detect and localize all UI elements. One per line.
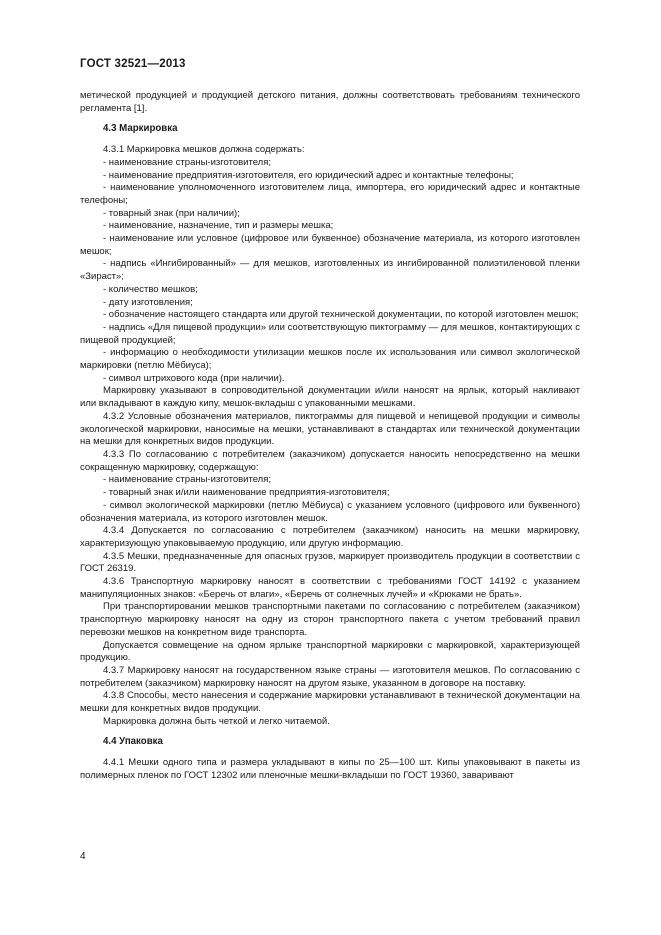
paragraph: Маркировка должна быть четкой и легко читаемой.	[103, 715, 330, 727]
document-body	[80, 90, 580, 783]
section-heading: 4.3 Маркировка	[103, 123, 178, 135]
paragraph: - символ экологической маркировки (петлю Мёбиуса) с указанием условного (цифрового или буквенного) обозначения материала, из которого изготовлен мешок.	[80, 499, 580, 524]
paragraph: - наименование, назначение, тип и размеры мешка;	[103, 220, 334, 232]
paragraph: При транспортировании мешков транспортными пакетами по согласованию с потребителем (заказчиком) транспортную маркировку наносят на одну из сторон транспортного пакета с учетом требований правил перевозки мешков на конкретном виде транспорта.	[80, 601, 580, 638]
paragraph: - наименование страны-изготовителя;	[103, 156, 272, 168]
paragraph: 4.3.4 Допускается по согласованию с потребителем (заказчиком) наносить на мешки маркировку, характеризующую упаковываемую продукцию, или другую информацию.	[80, 525, 580, 549]
paragraph: Допускается совмещение на одном ярлыке транспортной маркировки с маркировкой, характеризующей продукцию.	[80, 639, 580, 664]
paragraph: 4.3.8 Способы, место нанесения и содержание маркировки устанавливают в технической документации на мешки для конкретных видов продукции.	[80, 690, 580, 715]
paragraph: - надпись «Ингибированный» — для мешков, изготовленных из ингибированной полиэтиленовой пленки «Зираст»;	[80, 258, 580, 283]
paragraph: - наименование или условное (цифровое или буквенное) обозначение материала, из которого изготовлен мешок;	[80, 233, 580, 257]
paragraph: Маркировку указывают в сопроводительной документации и/или наносят на ярлык, который накливают или вкладывают в каждую кипу, мешок-вкладыш с упакованными мешками.	[80, 385, 580, 410]
paragraph: 4.3.3 По согласованию с потребителем (заказчиком) допускается наносить непосредственно на мешки сокращенную маркировку, содержащую:	[80, 448, 580, 473]
document-code-header: ГОСТ 32521—2013	[80, 58, 186, 70]
paragraph: 4.3.7 Маркировку наносят на государственном языке страны — изготовителя мешков. По согласованию с потребителем (заказчиком) маркировку наносят на другом языке, указанном в договоре на поставку.	[80, 664, 580, 689]
paragraph: метической продукцией и продукцией детского питания, должны соответствовать требованиям технического регламента [1].	[80, 90, 580, 114]
paragraph: - наименование страны-изготовителя;	[103, 474, 272, 486]
paragraph: - обозначение настоящего стандарта или другой технической документации, по которой изготовлен мешок;	[103, 309, 579, 321]
paragraph: - информацию о необходимости утилизации мешков после их использования или символ экологической маркировки (петлю Мёбиуса);	[80, 347, 580, 372]
page-number: 4	[80, 851, 86, 862]
paragraph: 4.3.1 Маркировка мешков должна содержать:	[103, 144, 305, 156]
paragraph: - товарный знак (при наличии);	[103, 207, 240, 219]
paragraph: 4.3.6 Транспортную маркировку наносят в соответствии с требованиями ГОСТ 14192 с указанием манипуляционных знаков: «Беречь от влаги», «Беречь от солнечных лучей» и «Крюками не брать».	[80, 576, 580, 600]
paragraph: 4.3.2 Условные обозначения материалов, пиктограммы для пищевой и непищевой продукции и символы экологической маркировки, наносимые на мешки, устанавливают в стандартах или технической документации на мешки для конкретных видов продукции.	[80, 410, 580, 448]
paragraph: - наименование уполномоченного изготовителем лица, импортера, его юридический адрес и контактные телефоны;	[80, 182, 580, 206]
paragraph: 4.3.5 Мешки, предназначенные для опасных грузов, маркирует производитель продукции в соответствии с ГОСТ 26319.	[80, 550, 580, 575]
paragraph: - дату изготовления;	[103, 296, 193, 308]
section-heading: 4.4 Упаковка	[103, 736, 163, 748]
paragraph: - символ штрихового кода (при наличии).	[103, 372, 285, 384]
paragraph: - надпись «Для пищевой продукции» или соответствующую пиктограмму — для мешков, контактирующих с пищевой продукцией;	[80, 321, 580, 346]
paragraph: 4.4.1 Мешки одного типа и размера укладывают в кипы по 25—100 шт. Кипы упаковывают в пакеты из полимерных пленок по ГОСТ 12302 или пленочные мешки-вкладыши по ГОСТ 19360, заваривают	[80, 757, 580, 781]
paragraph: - наименование предприятия-изготовителя, его юридический адрес и контактные телефоны;	[103, 169, 514, 181]
paragraph: - количество мешков;	[103, 283, 198, 295]
paragraph: - товарный знак и/или наименование предприятия-изготовителя;	[103, 487, 390, 499]
